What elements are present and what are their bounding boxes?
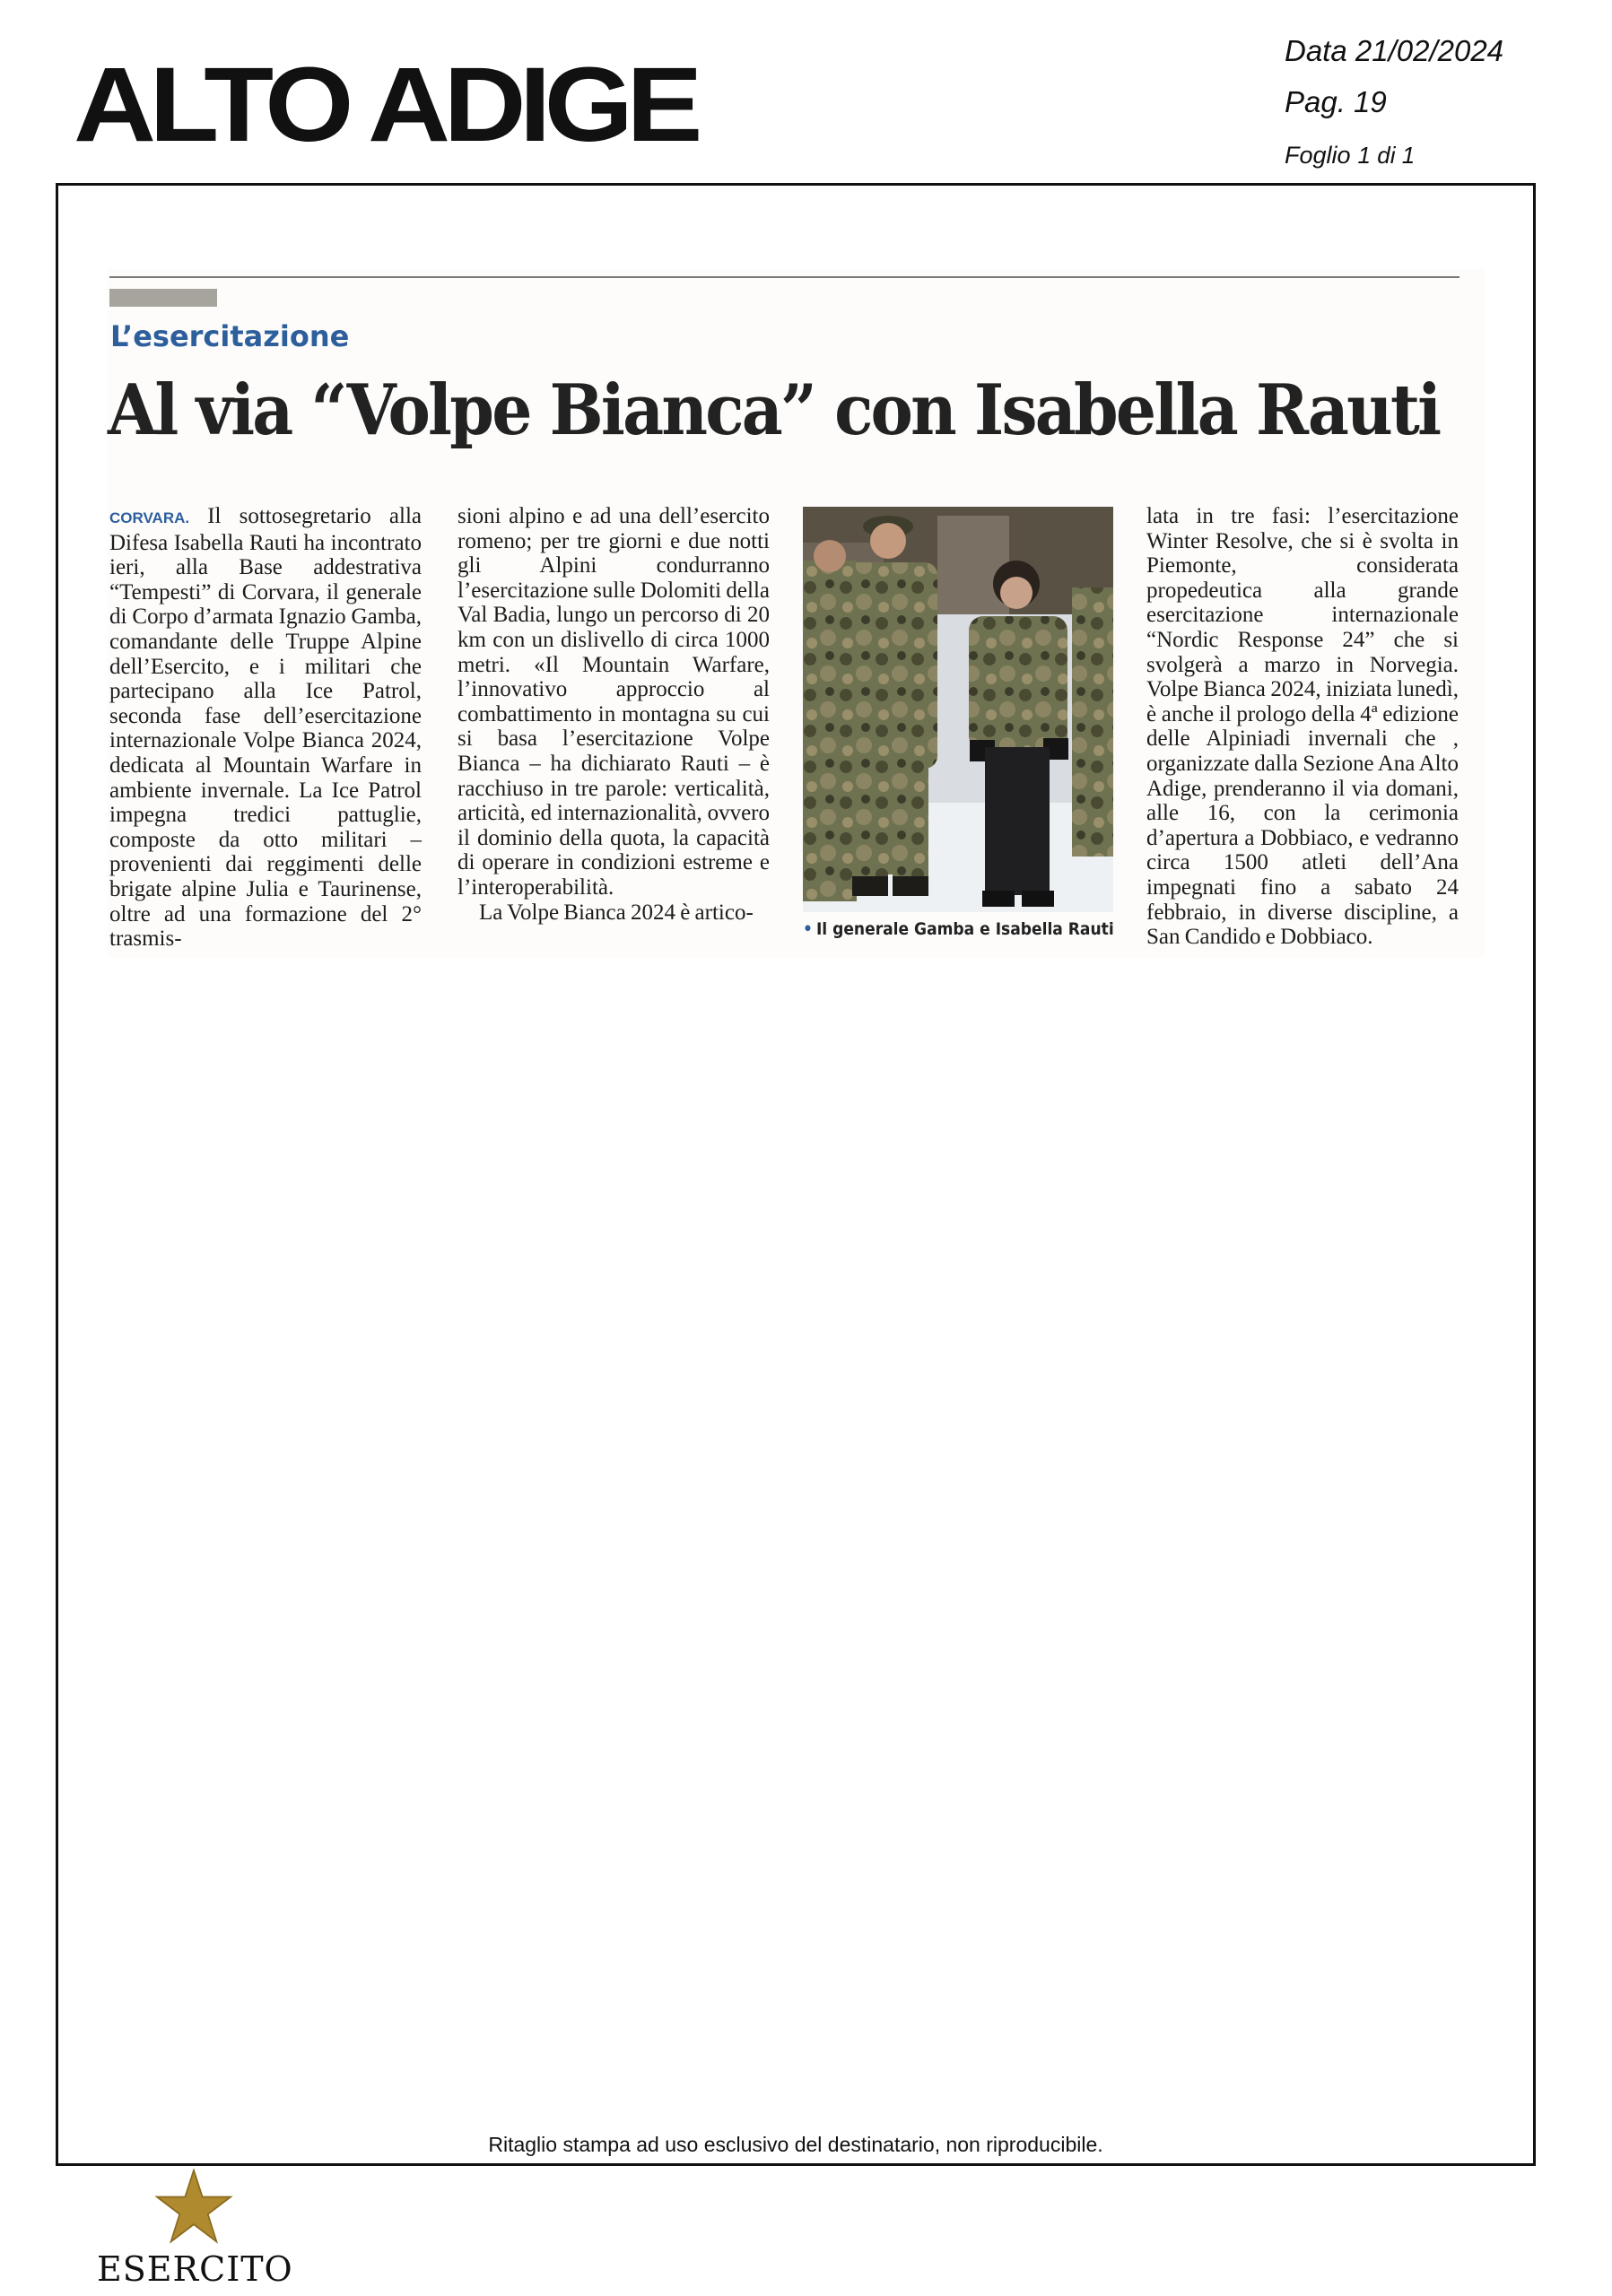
esercito-star-icon bbox=[154, 2169, 233, 2244]
section-marker bbox=[109, 289, 217, 307]
article-dateline: CORVARA. bbox=[109, 509, 190, 526]
soldiers-photo-illustration bbox=[803, 507, 1113, 912]
top-rule bbox=[109, 276, 1460, 278]
clipping-meta bbox=[1285, 34, 1503, 187]
article-column-1 bbox=[109, 504, 422, 952]
article-kicker: L’esercitazione bbox=[110, 319, 350, 353]
column-2-text: sioni alpino e ad una dell’esercito romeno; per tre giorni e due notti gli Alpini condurranno l’esercitazione sulle Dolomiti della Val Badia, lungo un percorso di 20 km con un dislivello di circa 1000 metri. «Il Mountain Warfare, l’innovativo approccio al combattimento in montagna su cui si basa l’esercitazione Volpe Bianca – ha dichiarato Rauti – è racchiuso in tre parole: verticalità, articità, ed internazionalità, ovvero il dominio della quota, la capacità di operare in condizioni estreme e l’interoperabilità. bbox=[457, 504, 770, 900]
column-2-paragraph-2: La Volpe Bianca 2024 è artico- bbox=[479, 900, 754, 925]
meta-sheet-value: 1 di 1 bbox=[1357, 142, 1416, 169]
esercito-logo-text: ESERCITO bbox=[97, 2249, 293, 2289]
newspaper-masthead: ALTO ADIGE bbox=[74, 46, 696, 164]
article-photo bbox=[803, 507, 1113, 912]
column-3-text: lata in tre fasi: l’esercitazione Winter Resolve, che si è svolta in Piemonte, considerata propedeutica alla grande esercitazione internazionale “Nordic Response 24” che si svolgerà a marzo in Norvegia. Volpe Bianca 2024, iniziata lunedì, è anche il prologo della 4ª edizione delle Alpiniadi invernali che , organizzate dalla Sezione Ana Alto Adige, prenderanno il via domani, alle 16, con la cerimonia d’apertura a Dobbiaco, e vedranno circa 1500 atleti dell’Ana impegnati fino a sabato 24 febbraio, in diverse discipline, a San Candido e Dobbiaco. bbox=[1146, 504, 1459, 950]
caption-text: Il generale Gamba e Isabella Rauti bbox=[815, 919, 1114, 939]
meta-date: Data 21/02/2024 bbox=[1285, 34, 1504, 67]
article-headline: Al via “Volpe Bianca” con Isabella Rauti bbox=[108, 370, 1440, 451]
article-column-2 bbox=[457, 504, 770, 925]
meta-page: Pag. 19 bbox=[1285, 85, 1387, 118]
meta-sheet-label: Foglio bbox=[1285, 142, 1351, 169]
reproduction-notice: Ritaglio stampa ad uso esclusivo del destinatario, non riproducibile. bbox=[488, 2133, 1103, 2156]
article-clipping bbox=[108, 269, 1485, 958]
photo-caption bbox=[803, 919, 1126, 939]
article-column-3 bbox=[1146, 504, 1459, 950]
column-1-text: Il sottosegretario alla Difesa Isabella Rauti ha incontrato ieri, alla Base addestrativa “Tempesti” di Corvara, il generale di Corpo d’armata Ignazio Gamba, comandante delle Truppe Alpine dell’Esercito, e i militari che partecipano alla Ice Patrol, seconda fase dell’esercitazione internazionale Volpe Bianca 2024, dedicata al Mountain Warfare in ambiente invernale. La Ice Patrol impegna tredici pattuglie, composte da otto militari – provenienti dai reggimenti delle brigate alpine Julia e Taurinense, oltre ad una formazione del 2° trasmis- bbox=[109, 504, 422, 952]
meta-sheet bbox=[1285, 136, 1503, 187]
caption-bullet-icon: • bbox=[803, 919, 813, 939]
